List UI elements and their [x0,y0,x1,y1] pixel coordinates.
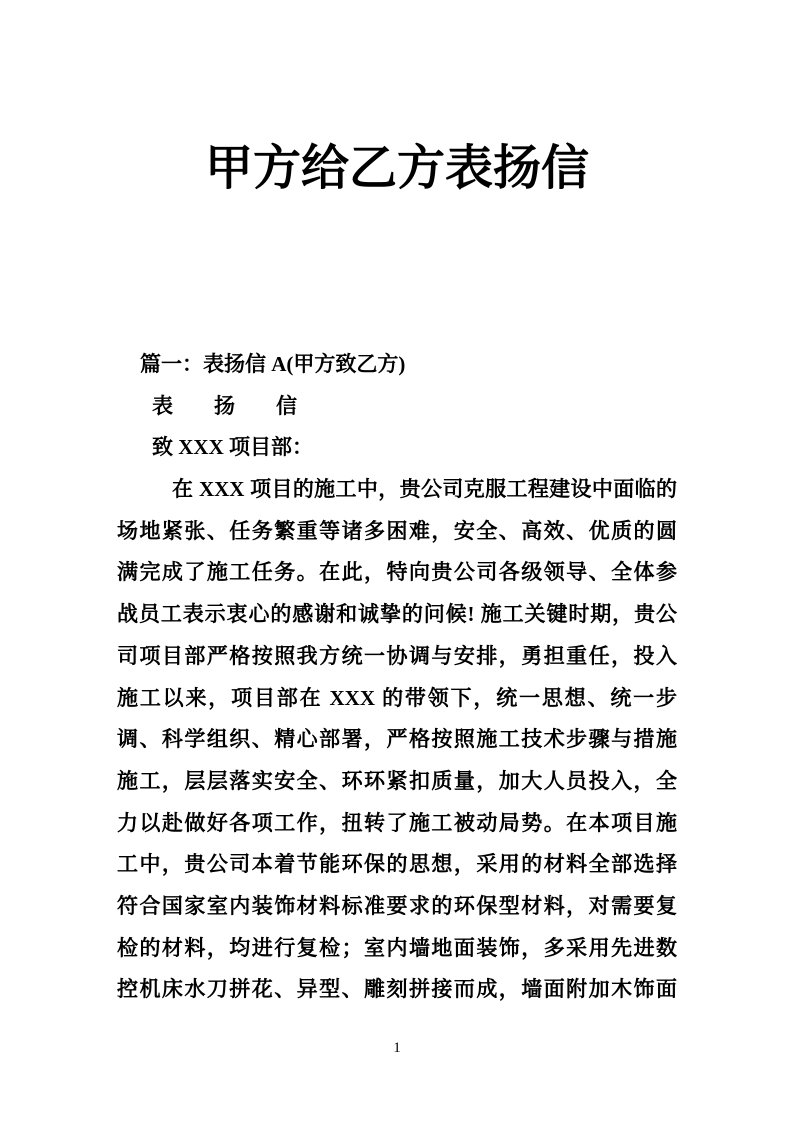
paragraph-line: 符合国家室内装饰材料标准要求的环保型材料，对需要复 [117,893,677,918]
paragraph [117,469,677,1011]
paragraph-line: 场地紧张、任务繁重等诸多困难，安全、高效、优质的圆 [117,518,677,543]
paragraph-line: 检的材料，均进行复检；室内墙地面装饰，多采用先进数 [117,935,677,960]
document-body [117,344,677,1011]
page-number: 1 [393,1040,401,1056]
paragraph-line: 力以赴做好各项工作，扭转了施工被动局势。在本项目施 [117,810,677,835]
section-heading: 篇一：表扬信 A(甲方致乙方) [140,352,406,376]
paragraph-line: 施工以来，项目部在 XXX 的带领下，统一思想、统一步 [117,685,677,710]
paragraph-line: 在 XXX 项目的施工中，贵公司克服工程建设中面临的 [172,477,677,502]
paragraph-line: 工中，贵公司本着节能环保的思想，采用的材料全部选择 [117,852,677,877]
paragraph-line: 司项目部严格按照我方统一协调与安排，勇担重任，投入 [117,643,677,668]
paragraph-line: 控机床水刀拼花、异型、雕刻拼接而成，墙面附加木饰面 [117,977,677,1002]
paragraph-line: 战员工表示衷心的感谢和诚挚的问候! 施工关键时期，贵公 [117,602,677,627]
paragraph-line: 施工，层层落实安全、环环紧扣质量，加大人员投入，全 [117,768,677,793]
document-title: 甲方给乙方表扬信 [204,142,589,195]
paragraph-line: 满完成了施工任务。在此，特向贵公司各级领导、全体参 [117,560,677,585]
letter-title: 表 扬 信 [152,393,307,418]
paragraph-line: 调、科学组织、精心部署，严格按照施工技术步骤与措施 [117,727,677,752]
salutation-line: 致 XXX 项目部： [152,435,313,460]
